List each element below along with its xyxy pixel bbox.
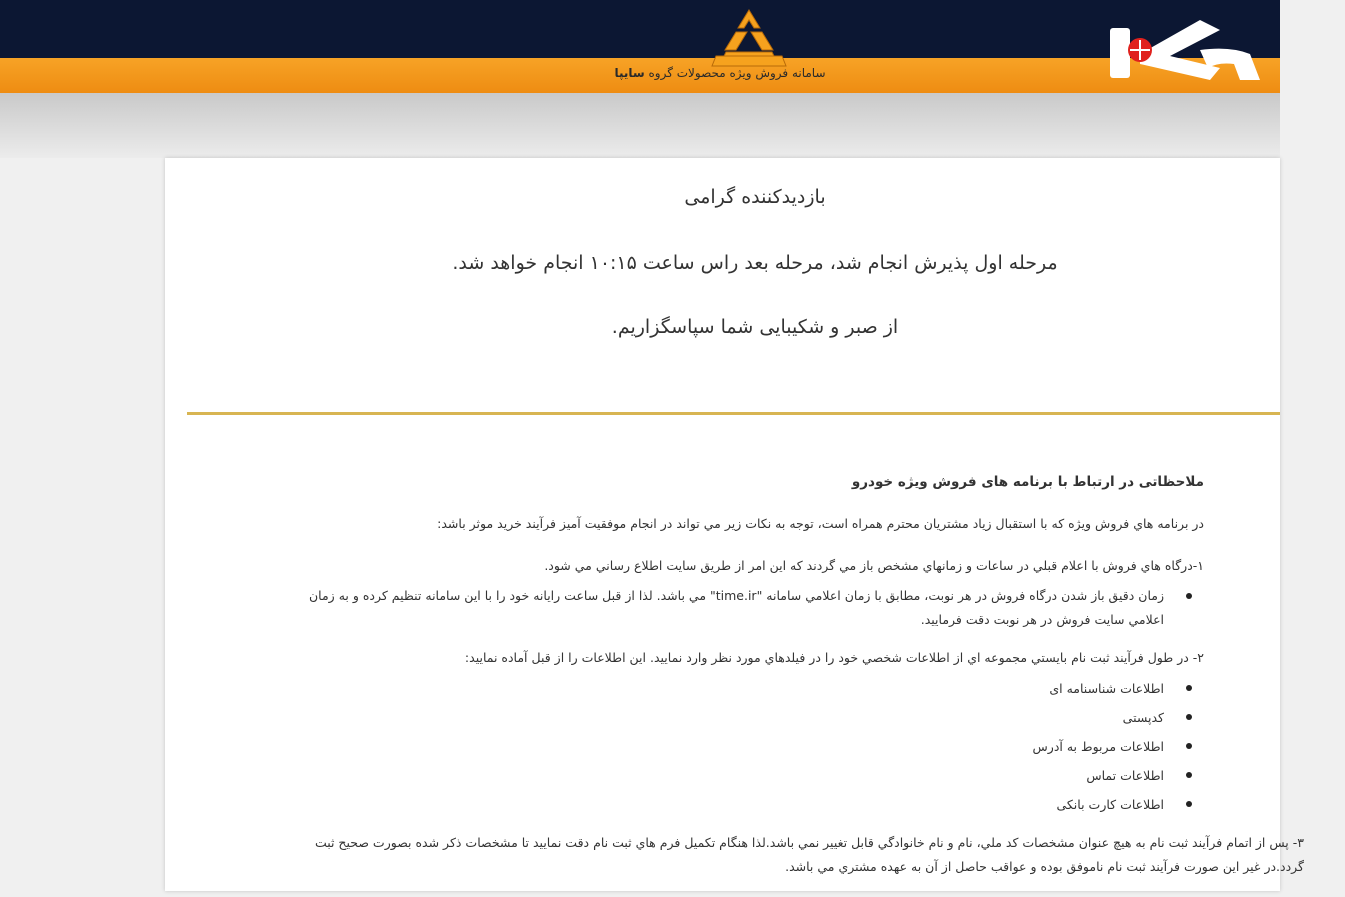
header-shadow — [0, 93, 1280, 158]
header-tagline — [580, 66, 860, 86]
list-item: اطلاعات تماس — [300, 763, 1164, 788]
notes-title: ملاحظاتی در ارتباط با برنامه های فروش ویژه خودرو — [851, 474, 1204, 490]
tagline-brand: سایپا — [614, 66, 645, 80]
saipa-logo-icon[interactable] — [712, 6, 786, 68]
list-item: اطلاعات مربوط به آدرس — [300, 734, 1164, 759]
note-item-1: ۱-درگاه هاي فروش با اعلام قبلي در ساعات و زمانهاي مشخص باز مي گردند كه اين امر از طريق سايت اطلاع رساني مي شود. — [544, 558, 1204, 573]
note-item-2: ۲- در طول فرآيند ثبت نام بايستي مجموعه اي از اطلاعات شخصي خود را در فيلدهاي مورد نظر وارد نماييد. اين اطلاعات را از قبل آماده نماييد: — [464, 650, 1204, 665]
notes-intro: در برنامه هاي فروش ويژه كه با استقبال زياد مشتريان محترم همراه است، توجه به نكات زير مي تواند در انجام موفقيت آميز فرآيند خريد موثر باشد: — [437, 516, 1204, 531]
tagline-text: سامانه فروش ویژه محصولات گروه — [648, 66, 826, 80]
list-item: اطلاعات شناسنامه ای — [300, 676, 1164, 701]
note-item-2-list — [300, 676, 1204, 817]
notes-section — [300, 470, 1304, 897]
list-item: اطلاعات کارت بانکی — [300, 792, 1164, 817]
list-item: زمان دقيق باز شدن درگاه فروش در هر نوبت، مطابق با زمان اعلامي سامانه "time.ir" مي باشد. لذا از قبل ساعت رايانه خود را با اين سامانه تنظيم كرده و به زمان اعلامي سايت فروش در هر نوبت دقت فرماييد. — [300, 584, 1164, 632]
divider — [187, 412, 1280, 415]
note-item-1-list — [300, 584, 1204, 632]
greeting-text: بازدیدکننده گرامی — [684, 186, 826, 208]
thanks-text: از صبر و شکیبایی شما سپاسگزاریم. — [611, 316, 899, 338]
list-item: کدپستی — [300, 705, 1164, 730]
rokna-logo-icon — [1100, 10, 1270, 88]
note-item-3: ۳- پس از اتمام فرآيند ثبت نام به هيچ عنوان مشخصات كد ملي، نام و نام خانوادگي قابل تغيير نمي باشد.لذا هنگام تكميل فرم هاي ثبت نام دقت نماييد تا مشخصات ذكر شده بصورت صحيح ثبت گردد.در غير اين صورت فرآيند ثبت نام ناموفق بوده و عواقب حاصل از آن به عهده مشتري مي باشد. — [314, 835, 1304, 874]
queue-status-text: مرحله اول پذیرش انجام شد، مرحله بعد راس ساعت ۱۰:۱۵ انجام خواهد شد. — [452, 252, 1058, 274]
